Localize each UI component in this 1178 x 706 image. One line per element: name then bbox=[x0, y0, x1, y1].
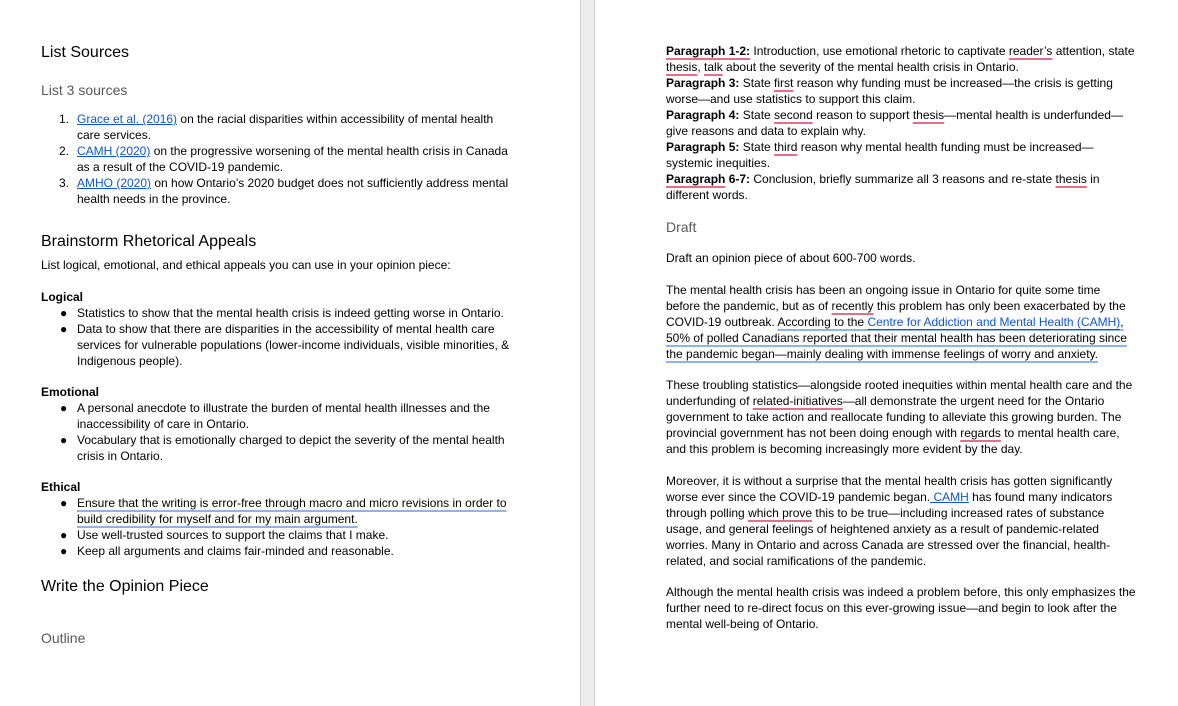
ethical-heading: Ethical bbox=[41, 480, 81, 494]
outline-paragraph-5 bbox=[666, 139, 1136, 171]
outline-text: State bbox=[739, 140, 775, 154]
ethical-list bbox=[60, 495, 517, 559]
logical-heading: Logical bbox=[41, 290, 84, 304]
paragraph-text: —all demonstrate the urgent need for the Ontario government to take action and reallocate funding to alleviate this growing burden. The provincial government has not been doing enough with bbox=[666, 394, 1122, 440]
paragraph-text: this problem has only been exacerbated by the COVID-19 outbreak. bbox=[666, 299, 1126, 329]
outline-label: Paragraph 5: bbox=[666, 140, 740, 154]
list-item-text: Data to show that there are disparities in the accessibility of mental health care services for vulnerable populations (lower-income individuals, visible minorities, & Indigenous people). bbox=[77, 322, 510, 368]
grammar-suggestion-text[interactable]: Ensure that the writing is error-free through macro and micro revisions in order to build credibility for myself and for my main argument. bbox=[77, 496, 507, 526]
spelling-suggestion[interactable]: reader’s bbox=[1008, 44, 1053, 58]
source-link-grace[interactable]: Grace et al. (2016) bbox=[77, 112, 178, 126]
camh-link[interactable]: CAMH bbox=[930, 490, 969, 504]
outline-label: Paragraph 1-2: bbox=[666, 44, 751, 58]
outline-paragraph-4 bbox=[666, 107, 1136, 139]
draft-paragraph-4: Although the mental health crisis was indeed a problem before, this only emphasizes the further need to re-direct focus on this ever-growing issue—and begin to look after the mental well-being of Ontario. bbox=[666, 585, 1136, 631]
paragraph-text: to mental health care, and this problem is becoming increasingly more evident by the day. bbox=[666, 426, 1120, 456]
emotional-list bbox=[60, 400, 517, 464]
list-item bbox=[60, 321, 517, 369]
list-number: 2. bbox=[59, 144, 70, 158]
logical-list bbox=[60, 305, 517, 369]
heading-write-opinion: Write the Opinion Piece bbox=[41, 578, 209, 595]
brainstorm-intro: List logical, emotional, and ethical appeals you can use in your opinion piece: bbox=[41, 258, 451, 272]
camh-link[interactable]: Centre for Addiction and Mental Health (CAMH) bbox=[867, 315, 1121, 329]
emotional-heading: Emotional bbox=[41, 385, 100, 399]
heading-list-sources: List Sources bbox=[41, 44, 130, 61]
bullet: ● bbox=[60, 433, 68, 447]
outline-text: about the severity of the mental health crisis in Ontario. bbox=[722, 60, 1019, 74]
outline-text: , bbox=[697, 60, 705, 74]
spelling-suggestion[interactable]: thesis bbox=[912, 108, 945, 122]
paragraph-text: According to the bbox=[777, 315, 868, 329]
spelling-suggestion[interactable]: talk bbox=[704, 60, 723, 74]
paragraph-text: The mental health crisis has been an ongoing issue in Ontario for quite some time before the pandemic, but as of bbox=[666, 283, 1101, 313]
outline-label: Paragraph 3: bbox=[666, 76, 740, 90]
source-description: on the progressive worsening of the mental health crisis in Canada as a result of the COVID-19 pandemic. bbox=[77, 144, 508, 174]
outline-label: Paragraph bbox=[666, 172, 726, 186]
subheading-list-3-sources: List 3 sources bbox=[41, 82, 128, 98]
outline-block bbox=[666, 43, 1136, 203]
outline-text: attention, state bbox=[1052, 44, 1135, 58]
spelling-suggestion[interactable]: regards bbox=[960, 426, 1001, 440]
bullet: ● bbox=[60, 322, 68, 336]
bullet: ● bbox=[60, 401, 68, 415]
page-gutter bbox=[580, 0, 595, 706]
source-description: on the racial disparities within accessibility of mental health care services. bbox=[77, 112, 494, 142]
outline-text: reason why mental health funding must be increased—systemic inequities. bbox=[666, 140, 1094, 170]
draft-intro: Draft an opinion piece of about 600-700 words. bbox=[666, 251, 916, 265]
spelling-suggestion[interactable]: related-initiatives bbox=[752, 394, 843, 408]
draft-paragraph-3 bbox=[666, 473, 1136, 569]
spelling-suggestion[interactable]: thesis bbox=[1055, 172, 1087, 186]
list-item-text: A personal anecdote to illustrate the burden of mental health illnesses and the inaccessibility of care in Ontario. bbox=[77, 401, 490, 431]
list-item bbox=[59, 111, 517, 143]
spelling-suggestion[interactable]: first bbox=[774, 76, 794, 90]
draft-paragraph-1 bbox=[666, 282, 1136, 362]
paragraph-text: this to be true—including increased rates of substance usage, and general feelings of heightened anxiety as a result of pandemic-related worries. Many in Ontario and across Canada are stressed over the financial, health-related, and social ramifications of the pandemic. bbox=[666, 506, 1111, 568]
list-item bbox=[60, 400, 517, 432]
outline-paragraph-1-2 bbox=[666, 43, 1136, 75]
outline-label: Paragraph 4: bbox=[666, 108, 740, 122]
paragraph-text: These troubling statistics—alongside rooted inequities within mental health care and the underfunding of bbox=[666, 378, 1133, 408]
outline-paragraph-6-7 bbox=[666, 171, 1136, 203]
sources-list bbox=[59, 111, 517, 207]
source-link-camh[interactable]: CAMH (2020) bbox=[77, 144, 151, 158]
draft-paragraph-2 bbox=[666, 377, 1136, 457]
heading-brainstorm: Brainstorm Rhetorical Appeals bbox=[41, 233, 257, 250]
list-item bbox=[60, 305, 517, 321]
outline-text: reason to support bbox=[812, 108, 913, 122]
list-number: 1. bbox=[59, 112, 70, 126]
list-item bbox=[60, 495, 517, 527]
outline-text: Conclusion, briefly summarize all 3 reasons and re-state bbox=[750, 172, 1056, 186]
document-page-left bbox=[0, 0, 580, 706]
source-link-amho[interactable]: AMHO (2020) bbox=[77, 176, 152, 190]
list-item bbox=[59, 175, 517, 207]
outline-text: State bbox=[739, 76, 775, 90]
outline-paragraph-3 bbox=[666, 75, 1136, 107]
paragraph-text: Moreover, it is without a surprise that the mental health crisis has gotten significantly worse ever since the COVID-19 pandemic began. bbox=[666, 474, 1113, 504]
list-item-text: Keep all arguments and claims fair-minded and reasonable. bbox=[77, 544, 394, 558]
list-item-text: Use well-trusted sources to support the claims that I make. bbox=[77, 528, 389, 542]
list-number: 3. bbox=[59, 176, 70, 190]
source-description: on how Ontario’s 2020 budget does not sufficiently address mental health needs in the province. bbox=[77, 176, 509, 206]
list-item-text: Vocabulary that is emotionally charged to depict the severity of the mental health crisis in Ontario. bbox=[77, 433, 505, 463]
list-item bbox=[60, 543, 517, 559]
list-item bbox=[59, 143, 517, 175]
subheading-draft: Draft bbox=[666, 219, 697, 235]
paragraph-text: , 50% of polled Canadians reported that their mental health has been deteriorating since the pandemic began—mainly dealing with immense feelings of worry and anxiety. bbox=[666, 315, 1127, 361]
bullet: ● bbox=[60, 544, 68, 558]
spelling-suggestion[interactable]: which prove bbox=[748, 506, 813, 520]
document-page-right bbox=[595, 0, 1178, 706]
paragraph-text: has found many indicators through polling bbox=[666, 490, 1113, 520]
list-item-text: Statistics to show that the mental health crisis is indeed getting worse in Ontario. bbox=[77, 306, 504, 320]
outline-text: State bbox=[739, 108, 775, 122]
bullet: ● bbox=[60, 306, 68, 320]
outline-text: —mental health is underfunded—give reasons and data to explain why. bbox=[666, 108, 1123, 138]
list-item bbox=[60, 432, 517, 464]
outline-text: Introduction, use emotional rhetoric to captivate bbox=[750, 44, 1009, 58]
spelling-suggestion[interactable]: recently bbox=[831, 299, 874, 313]
list-item bbox=[60, 527, 517, 543]
spelling-suggestion[interactable]: second bbox=[774, 108, 813, 122]
outline-text: in different words. bbox=[666, 172, 1100, 202]
subheading-outline: Outline bbox=[41, 630, 86, 646]
bullet: ● bbox=[60, 528, 68, 542]
spelling-suggestion[interactable]: thesis bbox=[666, 60, 698, 74]
bullet: ● bbox=[60, 496, 68, 510]
outline-label: 6-7: bbox=[725, 172, 751, 186]
outline-text: reason why funding must be increased—the crisis is getting worse—and use statistics to support this claim. bbox=[666, 76, 1113, 106]
spelling-suggestion[interactable]: third bbox=[774, 140, 798, 154]
